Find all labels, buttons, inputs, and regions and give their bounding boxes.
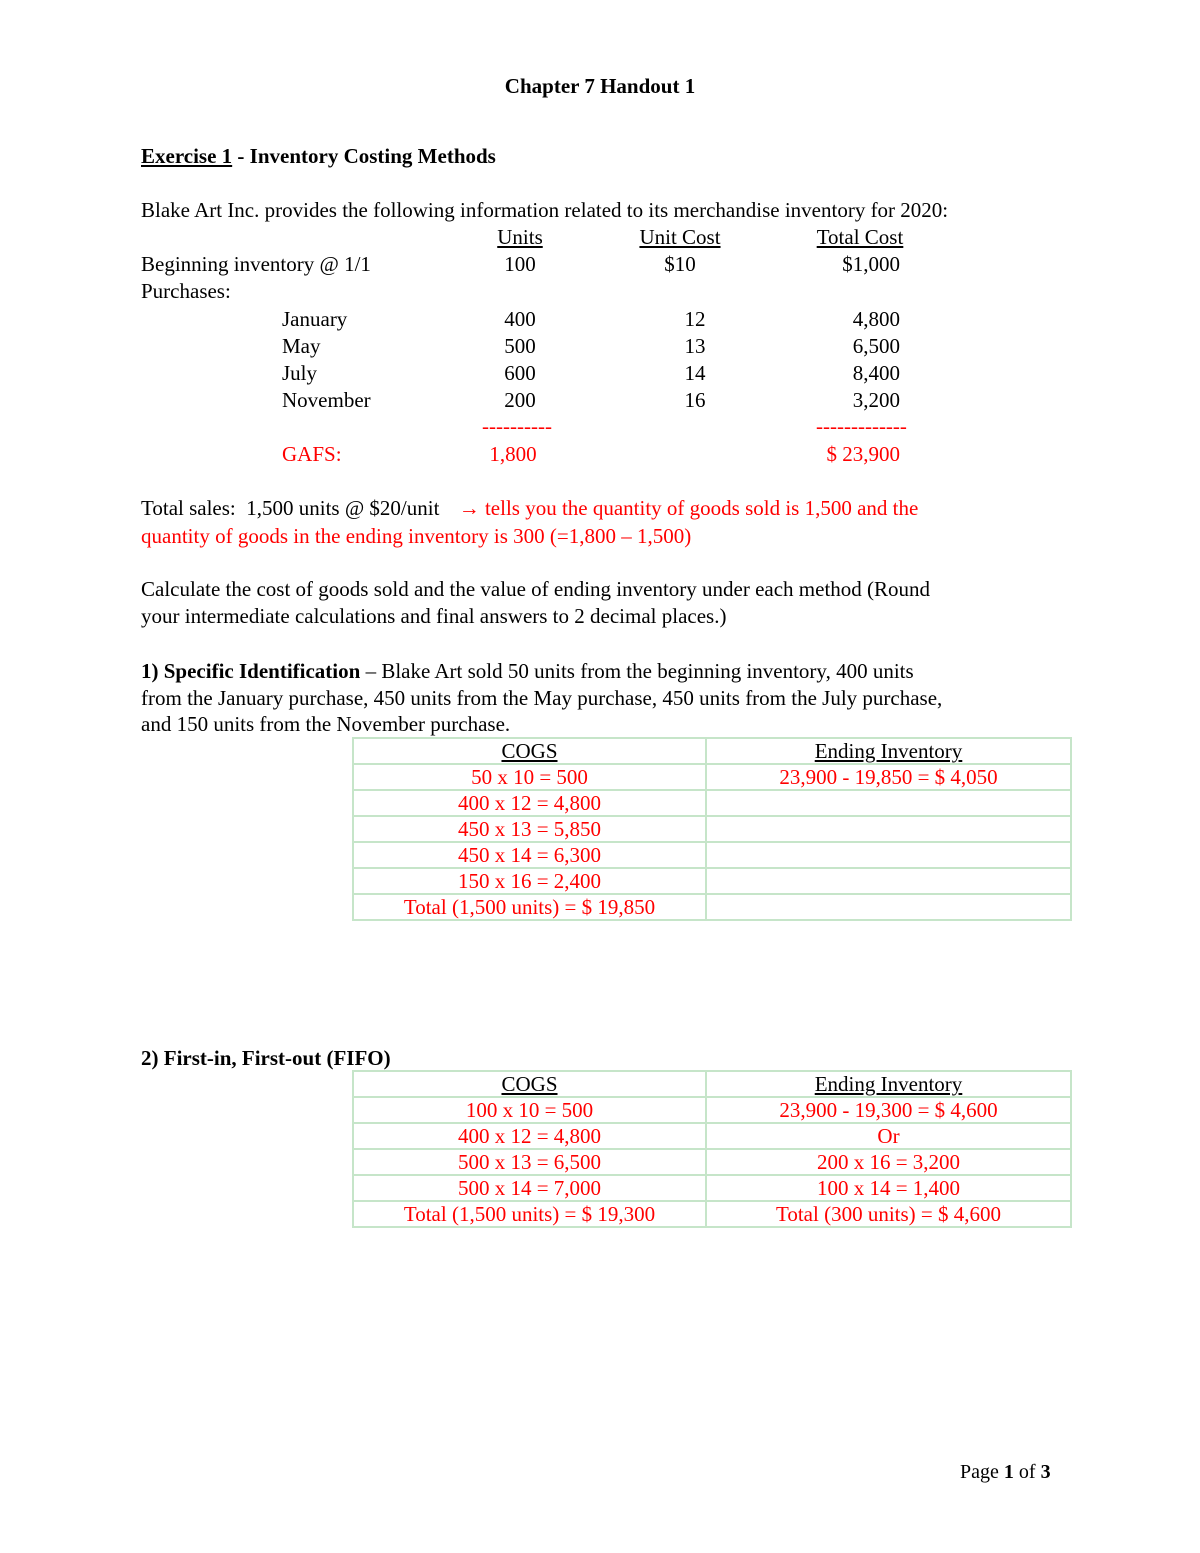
cogs-total-cell: Total (1,500 units) = $ 19,850: [353, 894, 706, 920]
gafs-units: 1,800: [489, 442, 537, 466]
purchase-units: 600: [504, 361, 536, 385]
purchase-unit-cost: 16: [684, 388, 706, 412]
table-row: [353, 842, 1071, 868]
purchase-units: 500: [504, 334, 536, 358]
cogs-cell: 50 x 10 = 500: [353, 764, 706, 790]
total-pages: 3: [1040, 1461, 1051, 1483]
beginning-label: Beginning inventory @ 1/1: [141, 252, 371, 276]
units-header: Units: [497, 225, 543, 249]
ending-inventory-cell: [706, 894, 1071, 920]
purchases-label: Purchases:: [141, 279, 231, 303]
purchase-total-cost: 8,400: [852, 361, 900, 385]
ending-inventory-cell: [706, 842, 1071, 868]
purchase-unit-cost: 14: [684, 361, 706, 385]
ending-inventory-cell: [706, 790, 1071, 816]
ending-inventory-cell: [706, 816, 1071, 842]
specific-id-heading: 1) Specific Identification: [141, 659, 361, 683]
table-row: [353, 1097, 1071, 1123]
arrow-right-icon: →: [458, 496, 480, 520]
purchase-month: November: [282, 388, 371, 412]
current-page: 1: [1003, 1461, 1014, 1483]
intro-text: Blake Art Inc. provides the following information related to its merchandise inventory for 2020:: [141, 198, 949, 222]
table-row: [353, 1201, 1071, 1227]
table-header-row: [353, 1071, 1071, 1097]
purchase-units: 400: [504, 307, 536, 331]
purchase-month: May: [282, 334, 321, 358]
purchase-month: July: [282, 361, 318, 385]
page-number: [960, 1459, 1051, 1486]
specific-id-table: [352, 737, 1072, 921]
cogs-cell: 500 x 14 = 7,000: [353, 1175, 706, 1201]
cogs-cell: 150 x 16 = 2,400: [353, 868, 706, 894]
ending-inventory-header: Ending Inventory: [706, 738, 1071, 764]
table-row: [353, 868, 1071, 894]
table-row: [353, 816, 1071, 842]
purchase-month: January: [282, 307, 348, 331]
cogs-cell: 450 x 13 = 5,850: [353, 816, 706, 842]
cogs-header: COGS: [353, 1071, 706, 1097]
purchase-total-cost: 3,200: [852, 388, 900, 412]
ending-inventory-cell: Or: [706, 1123, 1071, 1149]
cogs-total-cell: Total (1,500 units) = $ 19,300: [353, 1201, 706, 1227]
purchase-units: 200: [504, 388, 536, 412]
purchase-total-cost: 4,800: [852, 307, 900, 331]
ending-inventory-cell: [706, 868, 1071, 894]
exercise-heading: [141, 143, 496, 170]
units-divider: ----------: [482, 414, 552, 438]
table-row: [353, 1149, 1071, 1175]
exercise-dash: -: [232, 144, 250, 168]
total-sales-line: [141, 495, 918, 522]
unit-cost-header: Unit Cost: [639, 225, 721, 249]
cogs-cell: 450 x 14 = 6,300: [353, 842, 706, 868]
cogs-header: COGS: [353, 738, 706, 764]
beginning-total-cost: $1,000: [842, 252, 900, 276]
ending-inventory-header: Ending Inventory: [706, 1071, 1071, 1097]
total-divider: -------------: [816, 414, 907, 438]
of-word: of: [1018, 1461, 1036, 1483]
table-row: [353, 764, 1071, 790]
specific-id-text: and 150 units from the November purchase.: [141, 712, 511, 736]
exercise-topic: Inventory Costing Methods: [249, 144, 496, 168]
beginning-units: 100: [504, 252, 536, 276]
page-title: Chapter 7 Handout 1: [504, 74, 696, 98]
purchase-unit-cost: 12: [684, 307, 706, 331]
cogs-cell: 400 x 12 = 4,800: [353, 1123, 706, 1149]
instruction-line: your intermediate calculations and final answers to 2 decimal places.): [141, 604, 727, 628]
fifo-table: [352, 1070, 1072, 1228]
beginning-unit-cost: $10: [664, 252, 696, 276]
fifo-heading: 2) First-in, First-out (FIFO): [141, 1046, 391, 1070]
purchase-unit-cost: 13: [684, 334, 706, 358]
cogs-cell: 400 x 12 = 4,800: [353, 790, 706, 816]
ending-inventory-cell: 23,900 - 19,850 = $ 4,050: [706, 764, 1071, 790]
sales-note-continued: quantity of goods in the ending inventory is 300 (=1,800 – 1,500): [141, 524, 692, 548]
sales-note: tells you the quantity of goods sold is 1,500 and the: [484, 496, 919, 520]
gafs-total: $ 23,900: [826, 442, 900, 466]
page-word: Page: [960, 1461, 999, 1483]
table-row: [353, 894, 1071, 920]
specific-id-text: – Blake Art sold 50 units from the beginning inventory, 400 units: [360, 659, 914, 683]
ending-inventory-cell: 100 x 14 = 1,400: [706, 1175, 1071, 1201]
purchase-total-cost: 6,500: [852, 334, 900, 358]
table-row: [353, 790, 1071, 816]
specific-id-paragraph: [141, 658, 914, 685]
instruction-line: Calculate the cost of goods sold and the value of ending inventory under each method (Round: [141, 577, 931, 601]
table-row: [353, 1175, 1071, 1201]
ending-inventory-cell: 200 x 16 = 3,200: [706, 1149, 1071, 1175]
exercise-label: Exercise 1: [141, 144, 233, 168]
ending-inventory-total-cell: Total (300 units) = $ 4,600: [706, 1201, 1071, 1227]
gafs-label: GAFS:: [282, 442, 342, 466]
cogs-cell: 500 x 13 = 6,500: [353, 1149, 706, 1175]
ending-inventory-cell: 23,900 - 19,300 = $ 4,600: [706, 1097, 1071, 1123]
total-sales-text: Total sales: 1,500 units @ $20/unit: [141, 496, 440, 520]
table-row: [353, 1123, 1071, 1149]
cogs-cell: 100 x 10 = 500: [353, 1097, 706, 1123]
total-cost-header: Total Cost: [816, 225, 904, 249]
table-header-row: [353, 738, 1071, 764]
specific-id-text: from the January purchase, 450 units from the May purchase, 450 units from the July purchase,: [141, 686, 943, 710]
